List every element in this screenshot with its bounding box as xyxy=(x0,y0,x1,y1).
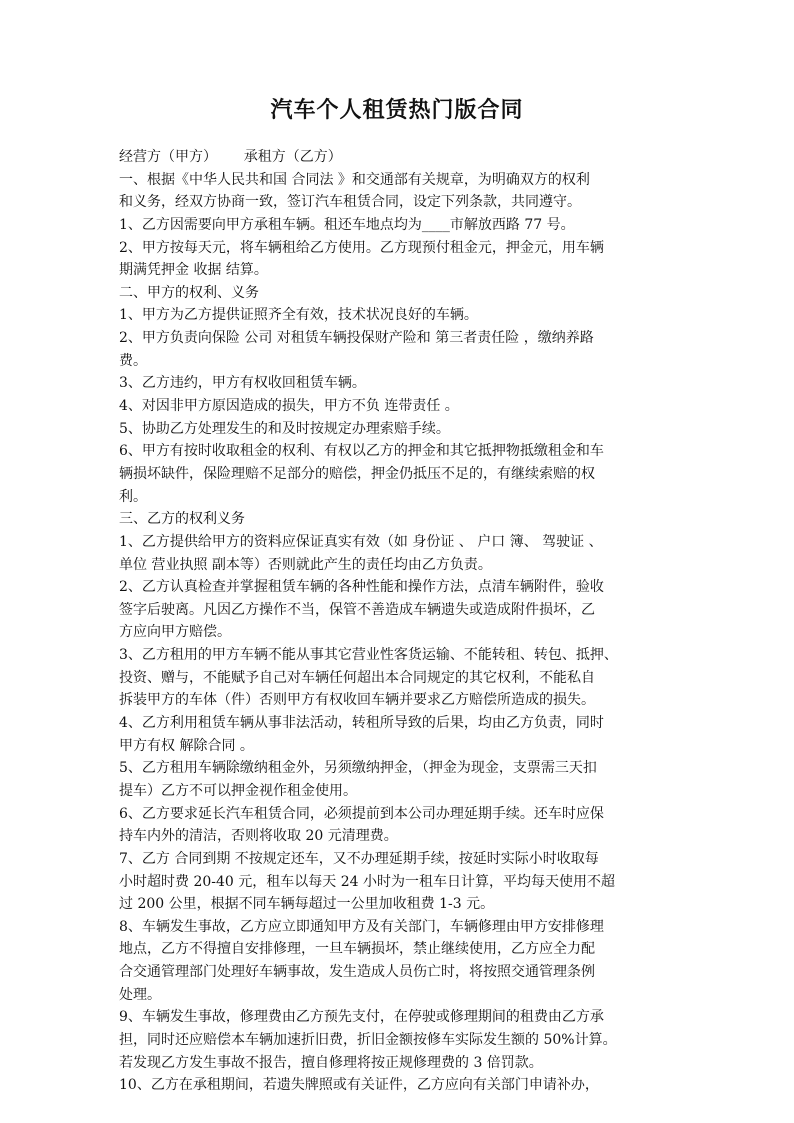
text-line: 提车）乙方不可以押金视作租金使用。 xyxy=(119,782,357,799)
text-line: 单位 营业执照 副本等）否则就此产生的责任均由乙方负责。 xyxy=(119,556,492,573)
text-line: 费。 xyxy=(119,352,147,369)
text-line: 7、乙方 合同到期 不按规定还车，又不办理延期手续，按延时实际小时收取每 xyxy=(119,850,599,867)
section-heading: 三、乙方的权利义务 xyxy=(119,511,245,528)
document-title: 汽车个人租赁热门版合同 xyxy=(270,97,524,123)
text-line: 利。 xyxy=(119,488,147,505)
text-line: 1、甲方为乙方提供证照齐全有效，技术状况良好的车辆。 xyxy=(119,307,478,324)
document-body xyxy=(119,146,682,1097)
text-line: 合交通管理部门处理好车辆事故，发生造成人员伤亡时，将按照交通管理条例 xyxy=(119,964,595,981)
text-line: 和义务，经双方协商一致，签订汽车租赁合同，设定下列条款，共同遵守。 xyxy=(119,194,581,211)
text-line: 辆损坏缺件，保险理赔不足部分的赔偿，押金仍抵压不足的，有继续索赔的权 xyxy=(119,465,595,482)
text-line: 过 200 公里，根据不同车辆每超过一公里加收租费 1-3 元。 xyxy=(119,896,495,913)
text-line: 1、乙方提供给甲方的资料应保证真实有效（如 身份证 、 户口 簿、 驾驶证 、 xyxy=(119,533,603,550)
text-line: 3、乙方租用的甲方车辆不能从事其它营业性客货运输、不能转租、转包、抵押、 xyxy=(119,647,618,664)
text-line: 9、车辆发生事故，修理费由乙方预先支付，在停驶或修理期间的租费由乙方承 xyxy=(119,1009,604,1026)
text-line: 5、乙方租用车辆除缴纳租金外，另须缴纳押金，（押金为现金，支票需三天扣 xyxy=(119,760,597,777)
text-line: 1、乙方因需要向甲方承租车辆。租还车地点均为____市解放西路 77 号。 xyxy=(119,216,575,233)
text-line: 签字后驶离。凡因乙方操作不当，保管不善造成车辆遗失或造成附件损坏，乙 xyxy=(119,601,595,618)
text-line: 甲方有权 解除合同 。 xyxy=(119,737,254,754)
text-line: 小时超时费 20-40 元，租车以每天 24 小时为一租车日计算，平均每天使用不超 xyxy=(119,873,615,890)
text-line: 2、甲方按每天元，将车辆租给乙方使用。乙方现预付租金元，押金元，用车辆 xyxy=(119,239,604,256)
text-line: 4、乙方利用租赁车辆从事非法活动，转租所导致的后果，均由乙方负责，同时 xyxy=(119,715,604,732)
section-heading: 二、甲方的权利、义务 xyxy=(119,284,259,301)
text-line: 2、乙方认真检查并掌握租赁车辆的各种性能和操作方法，点清车辆附件，验收 xyxy=(119,579,604,596)
text-line: 经营方（甲方） 承租方（乙方） xyxy=(119,149,342,165)
text-line: 8、车辆发生事故，乙方应立即通知甲方及有关部门，车辆修理由甲方安排修理 xyxy=(119,918,604,935)
text-line: 若发现乙方发生事故不报告，擅自修理将按正规修理费的 3 倍罚款。 xyxy=(119,1054,543,1071)
text-line: 期满凭押金 收据 结算。 xyxy=(119,262,268,279)
text-line: 10、乙方在承租期间，若遗失牌照或有关证件，乙方应向有关部门申请补办， xyxy=(119,1077,599,1094)
text-line: 持车内外的清洁，否则将收取 20 元清理费。 xyxy=(119,828,398,845)
text-line: 投资、赠与，不能赋予自己对车辆任何超出本合同规定的其它权利，不能私自 xyxy=(119,669,595,686)
text-line: 3、乙方违约，甲方有权收回租赁车辆。 xyxy=(119,375,366,392)
text-line: 一、根据《中华人民共和国 合同法 》和交通部有关规章，为明确双方的权利 xyxy=(119,171,590,188)
text-line: 方应向甲方赔偿。 xyxy=(119,624,231,641)
text-line: 地点，乙方不得擅自安排修理，一旦车辆损坏，禁止继续使用，乙方应全力配 xyxy=(119,941,595,958)
text-line: 处理。 xyxy=(119,986,161,1003)
text-line: 担，同时还应赔偿本车辆加速折旧费，折旧金额按修车实际发生额的 50%计算。 xyxy=(119,1031,617,1048)
text-line: 5、协助乙方处理发生的和及时按规定办理索赔手续。 xyxy=(119,420,450,437)
text-line: 6、乙方要求延长汽车租赁合同，必须提前到本公司办理延期手续。还车时应保 xyxy=(119,805,604,822)
text-line: 2、甲方负责向保险 公司 对租赁车辆投保财产险和 第三者责任险 ，缴纳养路 xyxy=(119,330,594,347)
text-line: 拆装甲方的车体（件）否则甲方有权收回车辆并要求乙方赔偿所造成的损失。 xyxy=(119,692,595,709)
text-line: 4、对因非甲方原因造成的损失，甲方不负 连带责任 。 xyxy=(119,398,459,415)
text-line: 6、甲方有按时收取租金的权利、有权以乙方的押金和其它抵押物抵缴租金和车 xyxy=(119,443,604,460)
